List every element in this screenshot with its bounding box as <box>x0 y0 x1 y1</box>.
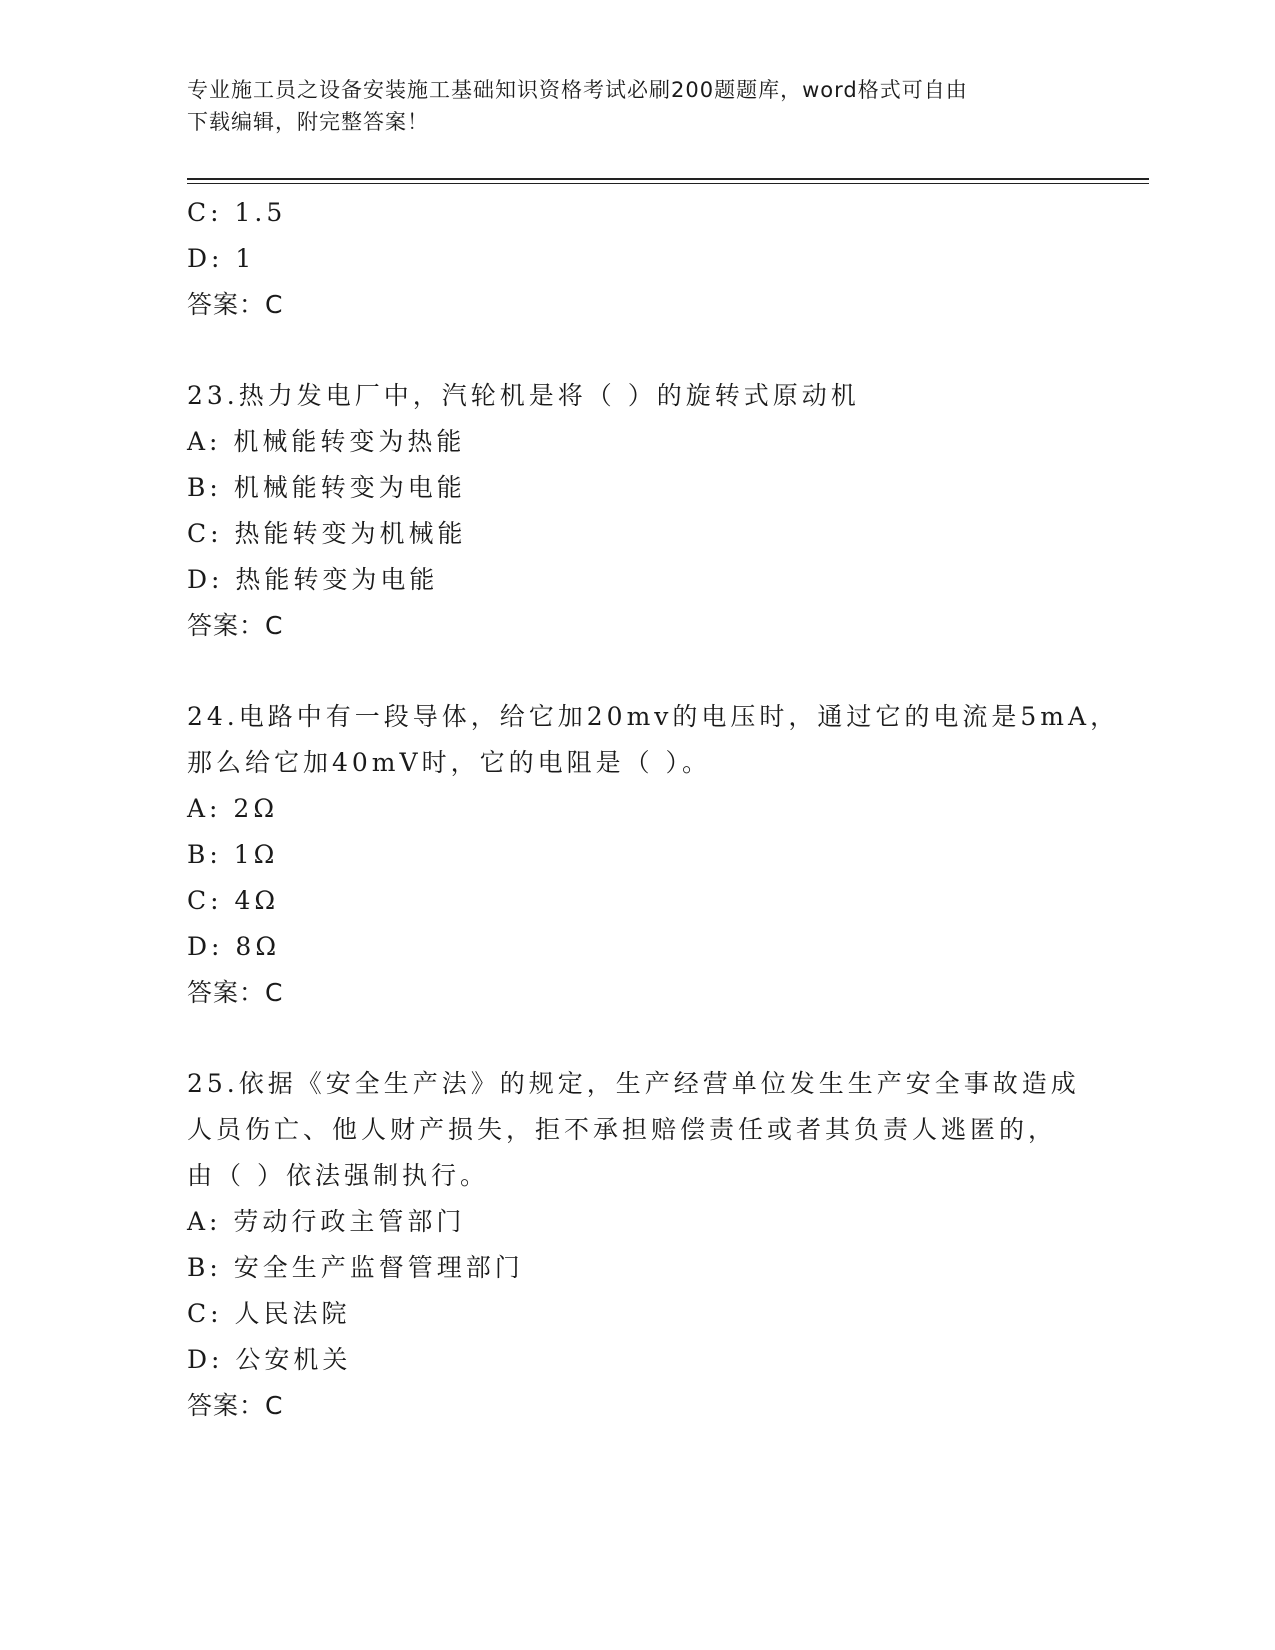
option-c: C: 人民法院 <box>187 1299 351 1328</box>
option-a: A: 2Ω <box>187 794 279 823</box>
question-24 <box>187 694 1120 1016</box>
answer-line: 答案：C <box>187 611 284 640</box>
answer-line: 答案：C <box>187 978 284 1007</box>
option-d: D: 公安机关 <box>187 1345 352 1374</box>
option-c: C: 4Ω <box>187 886 280 915</box>
spacer <box>187 328 1087 373</box>
option-a: A: 机械能转变为热能 <box>187 427 466 456</box>
previous-question-tail <box>187 190 1087 328</box>
page-header <box>187 74 1087 138</box>
header-line-2: 下载编辑，附完整答案！ <box>187 110 429 134</box>
option-c: C: 热能转变为机械能 <box>187 519 467 548</box>
option-d: D: 8Ω <box>187 932 281 961</box>
answer-line: 答案：C <box>187 1391 284 1420</box>
header-line-1: 专业施工员之设备安装施工基础知识资格考试必刷200题题库，word格式可自由 <box>187 78 968 102</box>
question-text-continued: 那么给它加40mV时，它的电阻是（ ）。 <box>187 748 712 777</box>
option-d: D: 热能转变为电能 <box>187 565 439 594</box>
spacer <box>187 1016 1087 1061</box>
option-b: B: 安全生产监督管理部门 <box>187 1253 524 1282</box>
option-d: D: 1 <box>187 244 256 273</box>
document-body <box>187 190 1120 1429</box>
header-divider <box>187 178 1149 180</box>
option-b: B: 1Ω <box>187 840 279 869</box>
question-text: 23.热力发电厂中，汽轮机是将（ ）的旋转式原动机 <box>187 381 860 410</box>
question-text: 24.电路中有一段导体，给它加20mv的电压时，通过它的电流是5mA， <box>187 702 1120 731</box>
spacer <box>187 649 1087 694</box>
option-b: B: 机械能转变为电能 <box>187 473 466 502</box>
option-c: C: 1.5 <box>187 198 287 227</box>
question-text: 25.依据《安全生产法》的规定，生产经营单位发生生产安全事故造成 <box>187 1069 1080 1098</box>
answer-line: 答案：C <box>187 290 284 319</box>
question-23 <box>187 373 1087 649</box>
option-a: A: 劳动行政主管部门 <box>187 1207 466 1236</box>
question-text-continued: 由（ ）依法强制执行。 <box>187 1161 489 1190</box>
header-divider-thin <box>187 183 1149 184</box>
question-text-continued: 人员伤亡、他人财产损失，拒不承担赔偿责任或者其负责人逃匿的， <box>187 1115 1058 1144</box>
question-25 <box>187 1061 1087 1429</box>
